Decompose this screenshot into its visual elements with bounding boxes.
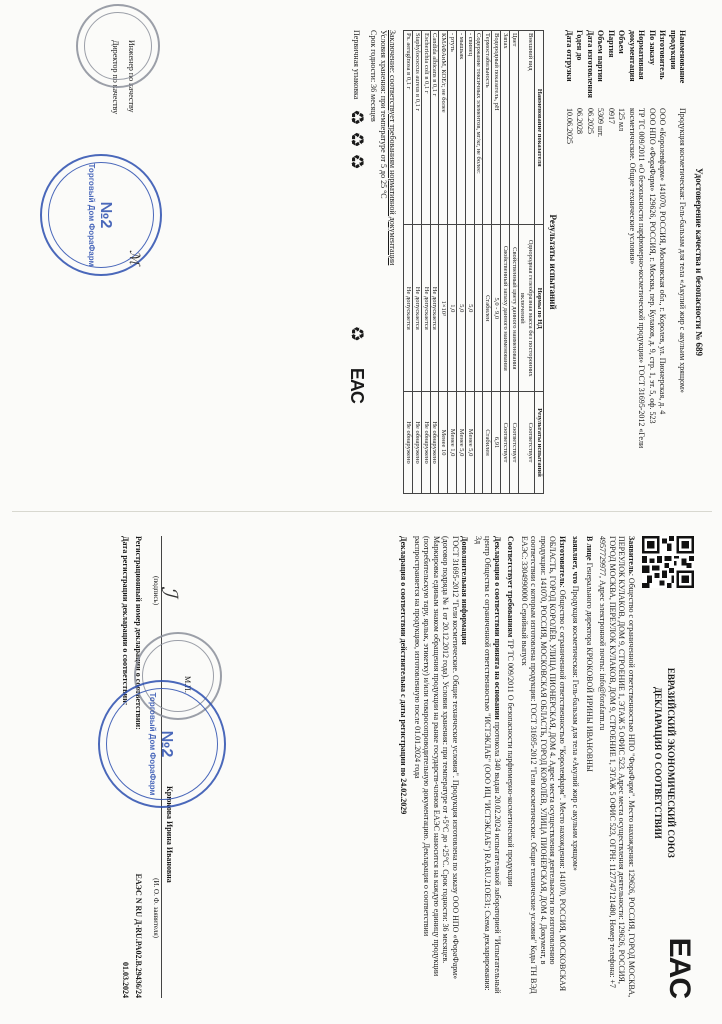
applicant: Заявитель: Общество с ограниченной ответственностью НПО "ФораФарм". Место нахождения: 129626, РОССИЯ, ГОРОД МОСКВА, ПЕРЕУЛОК КУЛАКОВ, ДОМ 9, СТРОЕНИЕ 1, ЭТАЖ 5 ОФИС 523. Адрес места осуществления деятельности: 129626, РОССИЯ, ГОРОД МОСКВА, ПЕРЕУЛОК КУЛАКОВ, ДОМ 9, СТРОЕНИЕ 1, ЭТАЖ 5 ОФИС 523, ОГРН: 1127747121480, Номер телефона: +7 4957729977, Адрес электронной почты: info@forafarm.ru <box>598 536 636 998</box>
table-cell-indicator: КМАФАнМ, КОЕ/г, не более <box>439 31 448 225</box>
shelf-life: Срок годности: 36 месяцев <box>369 30 379 122</box>
union-title: ЕВРАЗИЙСКИЙ ЭКОНОМИЧЕСКИЙ СОЮЗ <box>666 667 676 858</box>
certificate-field-label: Дата изготовления <box>586 30 595 98</box>
engineer-stamp <box>76 4 160 88</box>
certificate-fields <box>565 30 688 494</box>
table-cell-norm: 1,0 <box>448 225 457 392</box>
certificate-field-label: Партия <box>607 30 616 58</box>
table-cell-norm <box>474 225 483 392</box>
reg-number-label: Регистрационный номер декларации о соответствии: <box>134 536 144 730</box>
table-cell-indicator: Запах <box>501 31 510 225</box>
reg-date-label: Дата регистрации декларации о соответствии: <box>121 536 130 706</box>
signer-caption: (И. О. Ф. заявителя) <box>152 878 160 938</box>
table-cell-norm: 5,0 - 9,0 <box>492 225 501 392</box>
table-cell-norm: Свойственный цвету данного наименования <box>509 225 518 392</box>
table-row <box>421 31 430 494</box>
table-row <box>474 31 483 494</box>
table-cell-norm: 1×10³ <box>439 225 448 392</box>
table-cell-result: Не обнаружено <box>413 392 422 494</box>
header-norms: Нормы по НД <box>535 225 544 392</box>
person-text: Генерального директора КРЮКОВОЙ ИРИНЫ ИВАНОВНЫ <box>585 562 594 772</box>
certificate-field-value: ООО НПО «ФораФарм» 129626, РОССИЯ, г. Москва, пер. Кулаков, д. 9, стр. 1, эт. 5, оф. 523 <box>648 108 657 424</box>
certificate-field <box>586 30 596 494</box>
certificate-field-label: Наименование продукции <box>669 30 688 84</box>
table-cell-indicator: Термостабильность <box>483 31 492 225</box>
declares-text: Продукция косметическая: Гель-бальзам для тела «Акулий жир с акульим хрящом» <box>571 585 581 871</box>
recycle-icon: ♻ <box>345 109 367 126</box>
certificate-field <box>669 30 688 494</box>
certificate-field <box>617 30 627 494</box>
table-cell-norm: Не допускается <box>421 225 430 392</box>
table-cell-indicator: Содержание токсичных элементов, мг/кг, не более: <box>474 31 483 225</box>
basis <box>474 536 503 998</box>
signature: ℳ <box>126 250 141 265</box>
stamp-number: №2 <box>97 201 115 229</box>
table-cell-result: 6,91 <box>492 392 501 494</box>
certificate-field-value: Продукция косметическая: Гель-бальзам для тела «Акулий жир с акульим хрящом» <box>678 108 688 394</box>
results-table <box>403 30 544 494</box>
certificate-field <box>658 30 668 494</box>
table-row <box>509 31 518 494</box>
table-cell-indicator: Candida albicans в 0,1 г <box>430 31 439 225</box>
certificate-field <box>596 30 606 494</box>
results-title: Результаты испытаний <box>548 214 559 310</box>
signature-caption: (подпись) <box>152 576 160 606</box>
declares <box>571 536 581 998</box>
certificate-field-value: 125 мл <box>617 108 627 132</box>
table-cell-result: Менее 10 <box>439 392 448 494</box>
table-cell-norm: Не допускается <box>404 225 413 392</box>
table-cell-indicator: - свинец <box>465 31 474 225</box>
table-cell-result: Не обнаружено <box>430 392 439 494</box>
table-cell-indicator: Escherichia coli в 0,1 г <box>421 31 430 225</box>
declaration-title: ДЕКЛАРАЦИЯ О СООТВЕТСТВИИ <box>653 686 664 839</box>
table-row <box>457 31 466 494</box>
validity <box>399 536 409 998</box>
table-cell-result: Соответствует <box>518 392 535 494</box>
applicant-label: Заявитель <box>627 536 636 574</box>
company-stamp <box>40 154 162 276</box>
table-row <box>448 31 457 494</box>
header-results: Результаты испытаний <box>535 392 544 494</box>
recycle-icon: ♻ <box>345 325 367 342</box>
person-label: В лице <box>585 536 594 561</box>
basis-label: Декларация о соответствии принята на основании <box>493 536 502 720</box>
certificate-title: Удостоверение качества и безопасности № 689 <box>694 167 704 357</box>
table-row <box>430 31 439 494</box>
mp-label: М.П. <box>183 676 192 693</box>
table-cell-indicator: Водородный показатель, pH <box>492 31 501 225</box>
recycle-icon: ♻ <box>345 153 367 170</box>
table-row <box>465 31 474 494</box>
certificate-field-value: 0917 <box>607 108 616 124</box>
applicant-text: Общество с ограниченной ответственностью НПО "ФораФарм". Место нахождения: 129626, РОССИЯ, ГОРОД МОСКВА, ПЕРЕУЛОК КУЛАКОВ, ДОМ 9, СТРОЕНИЕ 1, ЭТАЖ 5 ОФИС 523. Адрес места осуществления деятельности: 129626, РОССИЯ, ГОРОД МОСКВА, ПЕРЕУЛОК КУЛАКОВ, ДОМ 9, СТРОЕНИЕ 1, ЭТАЖ 5 ОФИС 523, ОГРН: 1127747121480, Номер телефона: +7 4957729977, Адрес электронной почты: info@forafarm.ru <box>598 536 636 998</box>
table-cell-result: Менее 5,0 <box>465 392 474 494</box>
person <box>585 536 595 998</box>
table-row <box>483 31 492 494</box>
certificate-field-value: 06.2025 <box>586 108 595 134</box>
table-cell-result: Не обнаружено <box>421 392 430 494</box>
declaration-signature: ℐ <box>157 586 182 597</box>
table-row <box>404 31 413 494</box>
declaration-company-stamp <box>98 680 226 808</box>
certificate-field <box>648 30 658 494</box>
signer-name: Крюкова Ирина Ивановна <box>165 786 174 883</box>
reg-date: 01.03.2024 <box>121 962 130 998</box>
manufacturer-text: Общество с ограниченной ответственностью "Королевфарм". Место нахождения: 141070, РОССИЯ, МОСКОВСКАЯ ОБЛАСТЬ, ГОРОД КОРОЛЁВ, УЛИЦА ПИОНЕРСКАЯ, ДОМ 4. Адрес места осуществления деятельности по изготовлению продукции: 141070, РОССИЯ, МОСКОВСКАЯ ОБЛАСТЬ, ГОРОД КОРОЛЁВ, УЛИЦА ПИОНЕРСКАЯ, ДОМ 4. Документ, в соответствии с которым изготовлена продукция: ГОСТ 31695-2012 "Гели косметические. Общие технические условия" Коды ТН ВЭД ЕАЭС: 3304990000 Серийный выпуск <box>520 536 567 994</box>
table-row <box>492 31 501 494</box>
recycle-icon: ♻ <box>345 131 367 148</box>
table-row <box>439 31 448 494</box>
certificate-field-label: Объем партии <box>596 30 606 82</box>
certificate-field-label: Нормативная документация <box>628 30 647 82</box>
extra-info <box>413 536 470 998</box>
eac-mark: EAC <box>663 937 696 998</box>
certificate-field-value: ООО «Королевфарм» 141070, РОССИЯ, Московская обл., г. Королев, ул. Пионерская, д. 4 <box>658 108 668 415</box>
certificate-field-value: 06.2028 <box>575 108 585 134</box>
results-table-header <box>535 31 544 494</box>
certificate-field <box>607 30 617 494</box>
table-cell-result <box>474 392 483 494</box>
reg-number: ЕАЭС N RU Д-RU.РА02.В.29436/24 <box>134 873 144 998</box>
table-cell-norm: Однородная гелеобразная масса без посторонних включений <box>518 225 535 392</box>
packaging-label: Первичная упаковка <box>351 30 361 100</box>
table-cell-result: Соответствует <box>509 392 518 494</box>
requirements <box>506 536 516 998</box>
basis-text: протокола 340 выдан 20.02.2024 испытательной лабораторией "Испытательный центр Общества с ограниченной ответственностью "ИСТЭКЛАБ" (ООО ИЦ "ИСТЭКЛАБ") RA.RU.21ОЕ31; Схема декларирования: 3д <box>474 536 502 994</box>
manufacturer: Изготовитель: Общество с ограниченной ответственностью "Королевфарм". Место нахождения: 141070, РОССИЯ, МОСКОВСКАЯ ОБЛАСТЬ, ГОРОД КОРОЛЁВ, УЛИЦА ПИОНЕРСКАЯ, ДОМ 4. Адрес места осуществления деятельности по изготовлению продукции: 141070, РОССИЯ, МОСКОВСКАЯ ОБЛАСТЬ, ГОРОД КОРОЛЁВ, УЛИЦА ПИОНЕРСКАЯ, ДОМ 4. Документ, в соответствии с которым изготовлена продукция: ГОСТ 31695-2012 "Гели косметические. Общие технические условия" Коды ТН ВЭД ЕАЭС: 3304990000 Серийный выпуск <box>520 536 567 994</box>
table-cell-indicator: Цвет <box>509 31 518 225</box>
qr-code <box>642 536 694 588</box>
stamp-text: Торговый Дом ФораФарм <box>148 692 158 796</box>
declares-label: заявляет, что <box>571 536 581 584</box>
table-cell-indicator: - мышьяк <box>457 31 466 225</box>
engineer-label: Инженер по качеству <box>127 40 136 113</box>
validity-date: 24.02.2029 <box>399 778 409 815</box>
certificate-field-value: 5309 шт. <box>596 108 606 138</box>
declaration-heading <box>653 588 694 938</box>
table-cell-indicator: Внешний вид <box>518 31 535 225</box>
table-cell-indicator: Ps. aeruginosa в 0,1 г <box>404 31 413 225</box>
table-cell-result: Менее 5,0 <box>457 392 466 494</box>
table-cell-result: Соответствует <box>501 392 510 494</box>
packaging-row <box>345 30 367 494</box>
certificate-field <box>565 30 575 494</box>
certificate-field-value: 10.06.2025 <box>565 108 574 144</box>
extra-text: ГОСТ 31695-2012 "Гели косметические. Общие технические условия". Продукция изготовлена по заказу ООО НПО «ФораФарм» (договор подряда № 1 от 20.12.2012 года). Условия хранения: при температуре от +5°С до +25°С. Срок годности: 36 месяцев. Маркировка единым знаком обращения продукции на рынке государств-членов ЕАЭС наносится на каждую единицу продукции (потребительскую тару, ярлык, этикетку) и/или товаросопроводительную документацию. Декларация о соответствии распространяется на продукцию, изготовленную после 01.01.2024 года <box>413 536 460 980</box>
requirements-label: Соответствует требованиям <box>506 536 516 638</box>
certificate-field-label: По заказу <box>648 30 657 65</box>
extra-label: Дополнительная информация <box>460 536 470 645</box>
conclusion: Заключение: соответствует требованиям нормативной документации <box>388 30 398 266</box>
table-cell-norm: Не допускается <box>413 225 422 392</box>
certificate-field <box>628 30 647 494</box>
eac-mark-small: EAC <box>346 367 367 403</box>
certificate-field <box>575 30 585 494</box>
table-cell-norm: Не допускается <box>430 225 439 392</box>
table-cell-indicator: - ртуть <box>448 31 457 225</box>
table-row <box>501 31 510 494</box>
table-cell-result: Менее 1,0 <box>448 392 457 494</box>
table-row <box>518 31 535 494</box>
validity-label: Декларация о соответствии действительна с даты регистрации по <box>399 536 409 777</box>
declaration-header <box>642 536 694 998</box>
table-row <box>413 31 422 494</box>
certificate-field-label: Изготовитель <box>658 30 668 80</box>
declaration-page <box>0 512 722 1024</box>
requirements-text: ТР ТС 009/2011 О безопасности парфюмерно-косметической продукции <box>506 639 516 887</box>
certificate-field-label: Дата отгрузки <box>565 30 574 82</box>
table-cell-norm: Стабилен <box>483 225 492 392</box>
manufacturer-label: Изготовитель <box>558 536 567 586</box>
director-label: Директор по качеству <box>111 40 120 115</box>
table-cell-indicator: Staphylococcus aureus в 0,1 г <box>413 31 422 225</box>
table-cell-norm: 5,0 <box>457 225 466 392</box>
certificate-field-value: ТР ТС 009/2011 «О безопасности парфюмерно-косметической продукции» ГОСТ 31695-2012 «Гели косметические. Общие технические условия» <box>628 108 647 449</box>
storage-conditions: Условия хранения: при температуре от 5 до 25 °C <box>378 30 388 199</box>
table-cell-norm: 5,0 <box>465 225 474 392</box>
table-cell-norm: Свойственный запаху данного наименования <box>501 225 510 392</box>
certificate-field-label: Объем <box>617 30 627 54</box>
header-indicator: Наименование показателя <box>535 31 544 225</box>
certificate-field-label: Годен до <box>575 30 585 61</box>
stamp-number: №2 <box>158 730 176 758</box>
stamp-text: Торговый Дом ФораФарм <box>87 163 97 267</box>
table-cell-result: Не обнаружено <box>404 392 413 494</box>
table-cell-result: Стабилен <box>483 392 492 494</box>
